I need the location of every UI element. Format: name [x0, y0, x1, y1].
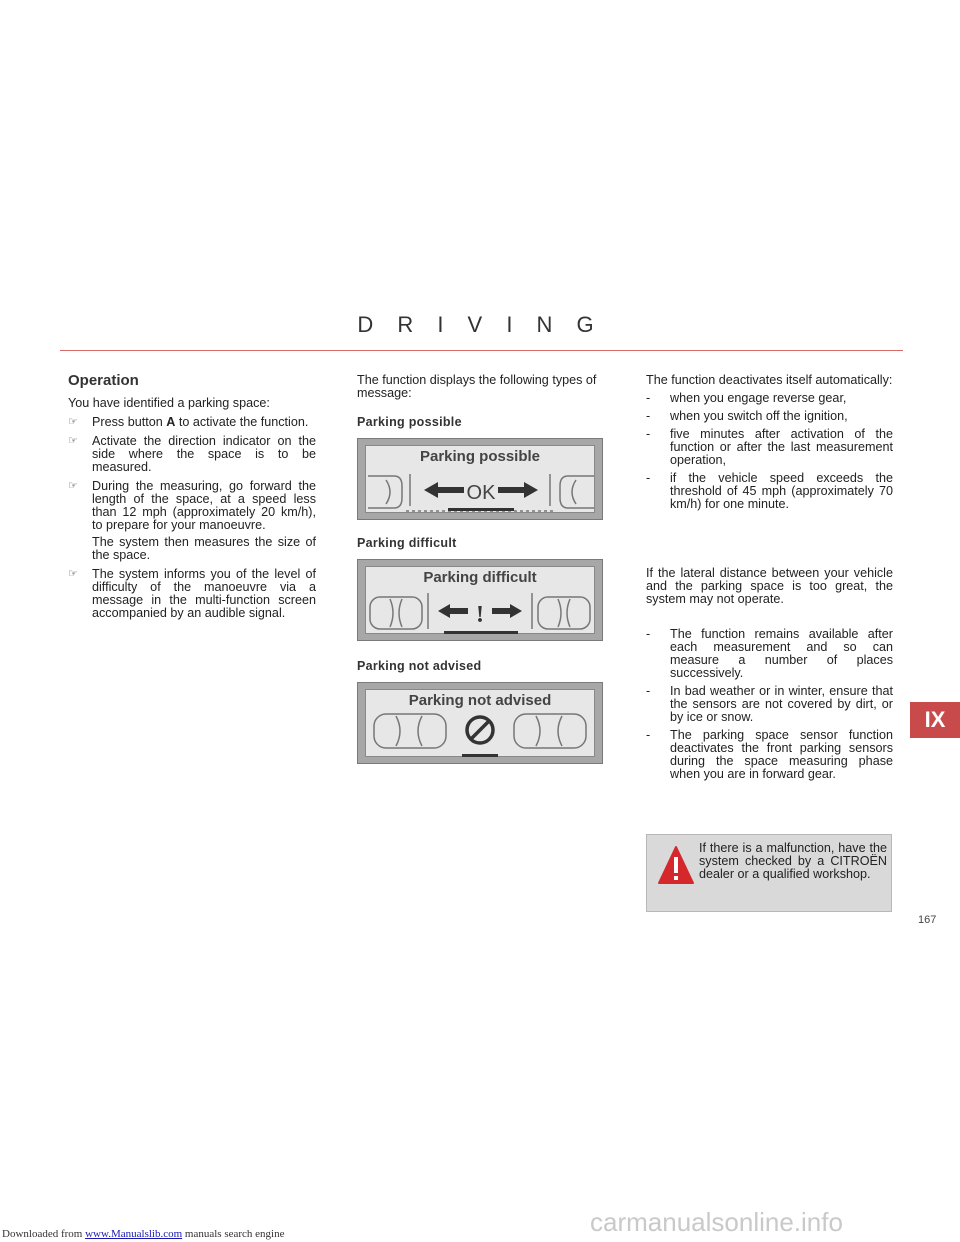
parking-possible-illustration — [366, 446, 596, 514]
screen-parking-difficult: Parking difficult ! — [357, 559, 603, 641]
subtitle-parking-difficult: Parking difficult — [357, 536, 457, 550]
warning-exclamation-icon — [658, 845, 694, 885]
list-item — [68, 536, 316, 562]
operation-column — [68, 374, 316, 620]
warning-text: If there is a malfunction, have the system checked by a CITROËN dealer or a qualified workshop. — [699, 841, 887, 881]
warning-symbol: ! — [476, 602, 484, 628]
list-item: - when you engage reverse gear, — [646, 391, 847, 405]
measure-note: The system then measures the size of the space. — [92, 535, 316, 562]
chapter-tab: IX — [910, 702, 960, 738]
page-number: 167 — [918, 914, 937, 926]
ok-symbol: OK — [466, 482, 496, 504]
operation-intro: You have identified a parking space: — [68, 396, 270, 410]
screen-parking-possible: Parking possible OK — [357, 438, 603, 520]
deactivation-intro: The function deactivates itself automatically: — [646, 373, 893, 387]
list-item: - The function remains available after each measurement and so can measure a number of places successively. — [646, 627, 893, 680]
manualslib-link[interactable]: www.Manualslib.com — [85, 1228, 183, 1240]
warning-box — [646, 834, 892, 912]
hand-pointer-icon: ☞ — [68, 480, 78, 492]
list-item: ☞ Activate the direction indicator on the side where the space is to be measured. — [68, 434, 316, 474]
screen-parking-not-advised: Parking not advised — [357, 682, 603, 764]
list-item: - The parking space sensor function deactivates the front parking sensors during the space measuring phase when you are in forward gear. — [646, 728, 893, 781]
list-item: - five minutes after activation of the function or after the last measurement operation, — [646, 427, 893, 467]
page-title: D R I V I N G — [357, 312, 603, 337]
parking-difficult-illustration — [366, 567, 596, 635]
watermark: carmanualsonline.info — [590, 1207, 843, 1237]
messages-intro: The function displays the following types of message: — [357, 373, 597, 400]
list-item: ☞ The system informs you of the level of difficulty of the manoeuvre via a message in the multi-function screen accompanied by an audible signal. — [68, 567, 316, 620]
no-entry-icon — [467, 717, 493, 743]
notes-list — [646, 623, 893, 781]
subtitle-parking-possible: Parking possible — [357, 415, 462, 429]
list-item: ☞ Press button A to activate the function. — [68, 415, 309, 429]
footer: Downloaded from www.Manualslib.com manuals search engine — [2, 1228, 285, 1240]
hand-pointer-icon: ☞ — [68, 435, 78, 447]
parking-not-advised-illustration — [366, 690, 596, 758]
operation-heading: Operation — [68, 372, 139, 389]
list-item: - if the vehicle speed exceeds the threshold of 45 mph (approximately 70 km/h) for one minute. — [646, 471, 893, 511]
lateral-distance-note: If the lateral distance between your vehicle and the parking space is too great, the system may not operate. — [646, 566, 893, 606]
list-item: - when you switch off the ignition, — [646, 409, 848, 423]
hand-pointer-icon: ☞ — [68, 416, 78, 428]
subtitle-parking-not-advised: Parking not advised — [357, 659, 482, 673]
title-rule — [60, 350, 903, 351]
list-item: ☞ During the measuring, go forward the length of the space, at a speed less than 12 mph (approximately 20 km/h), to prepare for your manoeuvre. — [68, 479, 316, 532]
hand-pointer-icon: ☞ — [68, 568, 78, 580]
list-item: - In bad weather or in winter, ensure that the sensors are not covered by dirt, or by ice or snow. — [646, 684, 893, 724]
deactivation-column — [646, 374, 893, 511]
